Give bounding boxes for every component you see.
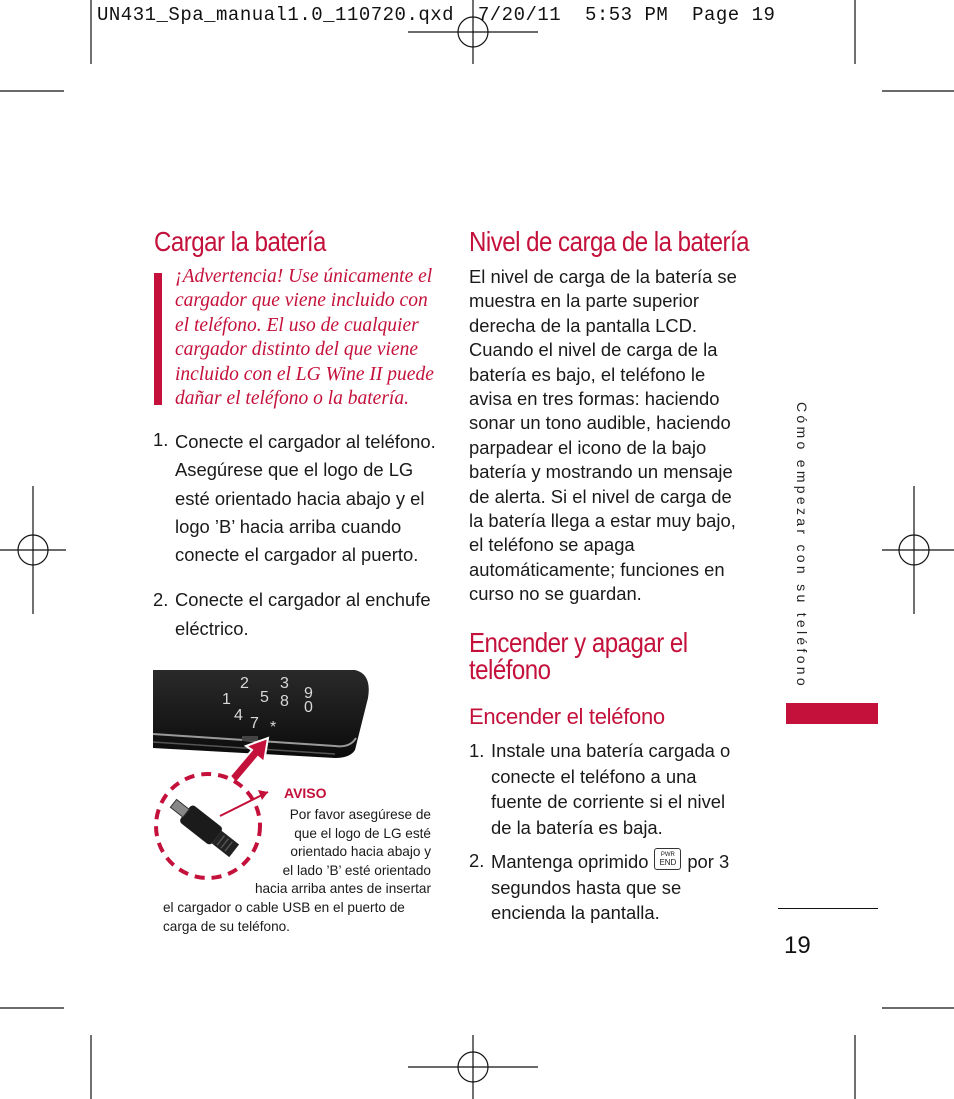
warning-bar [154, 273, 162, 405]
power-steps [469, 738, 739, 926]
step-number: 2. [469, 850, 485, 871]
step-text: Conecte el cargador al teléfono. Asegúrese que el logo de LG esté orientado hacia abajo y el logo ’B’ hacia arriba cuando conecte el cargador al puerto. [175, 431, 436, 566]
heading-cargar-bateria: Cargar la batería [154, 226, 326, 257]
svg-text:5: 5 [260, 689, 269, 706]
charging-step-2 [153, 586, 438, 643]
power-step-2 [469, 848, 739, 926]
charging-step-1 [153, 428, 438, 569]
step-text-after: por 3 segundos hasta que se encienda la pantalla. [491, 851, 730, 923]
note-block [161, 806, 431, 936]
note-line: que el logo de LG esté [294, 825, 431, 841]
heading-encender-apagar: Encender y apagar el teléfono [469, 627, 688, 685]
svg-text:7: 7 [250, 715, 259, 732]
svg-text:3: 3 [280, 675, 289, 692]
note-line: carga de su teléfono. [163, 918, 290, 934]
side-tab-label: Cómo empezar con su teléfono [794, 402, 810, 689]
heading-nivel-carga: Nivel de carga de la batería [469, 226, 750, 257]
svg-text:0: 0 [304, 699, 313, 716]
subheading-encender: Encender el teléfono [469, 704, 665, 729]
note-line: el lado ’B’ esté orientado [282, 862, 431, 878]
svg-text:8: 8 [280, 693, 289, 710]
note-line: orientado hacia abajo y [290, 844, 431, 860]
end-key-icon: PWR END [654, 848, 681, 870]
step-number: 1. [469, 740, 485, 761]
print-slug: UN431_Spa_manual1.0_110720.qxd 7/20/11 5:53 PM Page 19 [97, 4, 776, 26]
power-step-1 [469, 738, 739, 840]
page-number-rule [778, 908, 878, 909]
charging-steps [153, 428, 438, 643]
side-tab-bar [786, 703, 878, 724]
step-text-before: Mantenga oprimido [491, 851, 649, 872]
step-text: Conecte el cargador al enchufe eléctrico. [175, 589, 431, 639]
step-number: 1. [153, 429, 169, 450]
note-line: el cargador o cable USB en el puerto de [163, 899, 405, 915]
battery-level-paragraph: El nivel de carga de la batería se muestra en la parte superior derecha de la pantalla LCD. Cuando el nivel de carga de la batería es bajo, el teléfono le avisa en tres formas: haciendo sonar un tono audible, haciendo parpadear el icono de la bajo batería y mostrando un mensaje de alerta. Si el nivel de carga de la batería llega a estar muy bajo, el teléfono se apaga automáticamente; funciones en curso no se guardan. [469, 266, 737, 605]
note-title: AVISO [284, 785, 327, 801]
svg-text:9: 9 [304, 685, 313, 702]
step-number: 2. [153, 589, 169, 611]
svg-text:1: 1 [222, 691, 231, 708]
svg-text:2: 2 [240, 675, 249, 692]
warning-text: ¡Advertencia! Use únicamente el cargador que viene incluido con el teléfono. El uso de cualquier cargador distinto del que viene incluido con el LG Wine II puede dañar el teléfono o la batería. [175, 266, 434, 410]
step-text: Instale una batería cargada o conecte el teléfono a una fuente de corriente si el nivel de la batería es baja. [491, 740, 731, 838]
step-text [491, 848, 739, 926]
note-line: hacia arriba antes de insertar [254, 881, 431, 897]
svg-text:4: 4 [234, 707, 243, 724]
page-number: 19 [784, 932, 811, 959]
svg-text:*: * [270, 719, 277, 736]
note-line: Por favor asegúrese de [289, 807, 431, 822]
